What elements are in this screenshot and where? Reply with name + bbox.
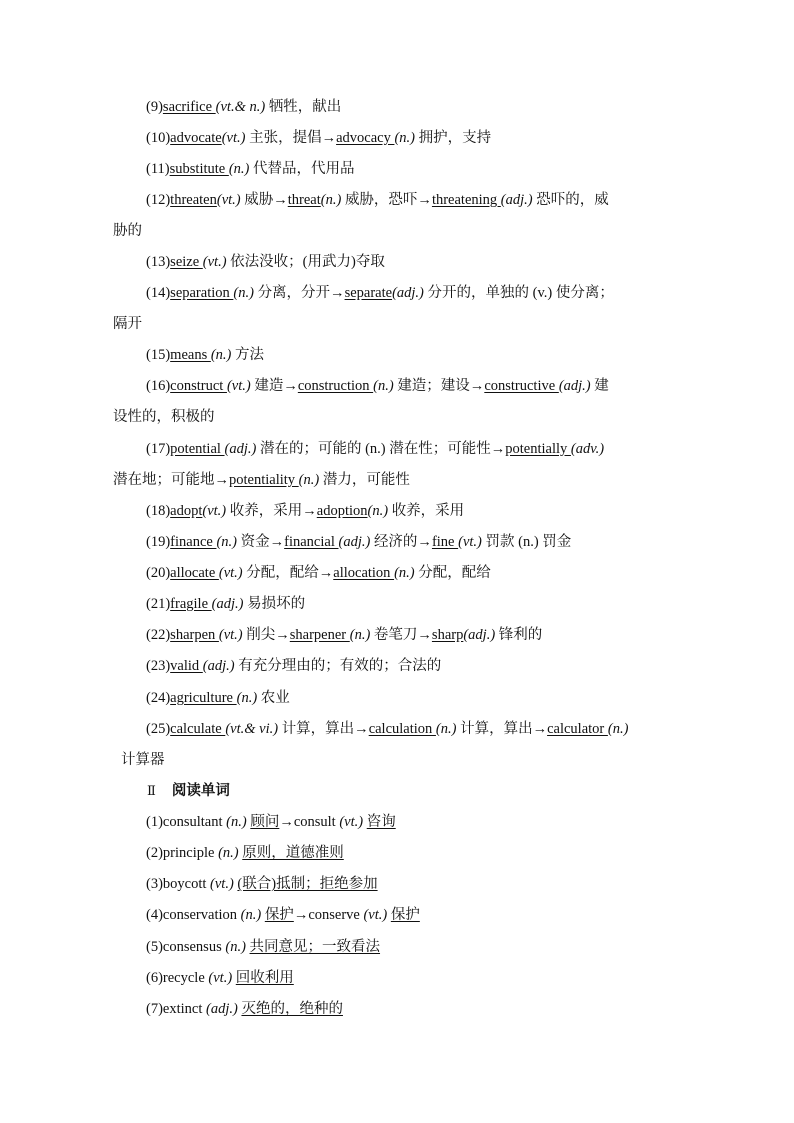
meaning: 削尖→ [246, 627, 290, 643]
section-title: 阅读单词 [171, 783, 230, 799]
vocab-item-25-continuation [121, 750, 165, 770]
vocab-word: construct [170, 378, 227, 394]
vocab-word: means [170, 347, 211, 363]
part-of-speech: (adv.) [570, 441, 605, 457]
derived-word: allocation [333, 565, 395, 581]
vocab-item-19 [146, 532, 571, 552]
part-of-speech: (n.) [228, 161, 254, 177]
part-of-speech: (n.) [298, 472, 323, 488]
meaning: 威胁→ [244, 192, 288, 208]
meaning: 收养，采用→ [229, 503, 317, 519]
reading-item-4 [146, 905, 420, 925]
item-number: (19) [146, 534, 171, 550]
item-number: (10) [146, 130, 171, 146]
item-number: (2) [146, 845, 163, 861]
meaning: 经济的→ [373, 534, 432, 550]
meaning: 易损坏的 [247, 596, 306, 612]
meaning: 依法没收；(用武力)夺取 [230, 254, 385, 270]
meaning: 威胁，恐吓→ [344, 192, 432, 208]
reading-item-7 [146, 999, 343, 1019]
vocab-word: calculate [170, 721, 226, 737]
item-number: (20) [146, 565, 171, 581]
meaning: 收养，采用 [391, 503, 465, 519]
answer: 顾问 [250, 814, 280, 830]
vocab-word: recycle [162, 970, 209, 986]
answer: (联合)抵制；拒绝参加 [237, 876, 378, 892]
item-number: (9) [146, 99, 163, 115]
derived-word: sharpener [289, 627, 350, 643]
part-of-speech: (adj.) [224, 441, 260, 457]
vocab-word: separation [170, 285, 234, 301]
vocab-item-16-continuation [113, 407, 215, 427]
vocab-word: advocate [170, 130, 222, 146]
item-number: (24) [146, 690, 171, 706]
item-number: (16) [146, 378, 171, 394]
vocab-word: sharpen [170, 627, 219, 643]
meaning: 分配，配给→ [246, 565, 334, 581]
item-number: (7) [146, 1001, 163, 1017]
vocab-item-12-continuation [113, 221, 142, 241]
part-of-speech: (n.) [218, 845, 243, 861]
part-of-speech: (vt.) [216, 192, 245, 208]
item-number: (15) [146, 347, 171, 363]
vocab-item-25 [146, 719, 628, 739]
meaning: 潜在地；可能地→ [113, 472, 229, 488]
part-of-speech: (vt.) [339, 814, 367, 830]
part-of-speech: (adj.) [202, 658, 239, 674]
derived-word: calculator [547, 721, 608, 737]
part-of-speech: (vt.& n.) [215, 99, 269, 115]
part-of-speech: (adj.) [206, 1001, 242, 1017]
answer: 共同意见；一致看法 [249, 939, 381, 955]
meaning: 设性的，积极的 [113, 409, 215, 425]
part-of-speech: (n.) [240, 907, 265, 923]
vocab-item-21 [146, 594, 305, 614]
vocab-item-10 [146, 128, 491, 148]
meaning: 计算，算出→ [281, 721, 369, 737]
part-of-speech: (vt.) [210, 876, 238, 892]
derived-word: separate [344, 285, 393, 301]
part-of-speech: (adj.) [463, 627, 499, 643]
meaning: 有充分理由的；有效的；合法的 [238, 658, 442, 674]
part-of-speech: (n.) [607, 721, 629, 737]
vocab-item-14-continuation [113, 314, 142, 334]
derived-word: threat [287, 192, 321, 208]
item-number: (6) [146, 970, 163, 986]
item-number: (12) [146, 192, 171, 208]
meaning: 计算，算出→ [460, 721, 548, 737]
part-of-speech: (n.) [373, 378, 398, 394]
part-of-speech: (n.) [226, 814, 251, 830]
section-number: Ⅱ [147, 784, 156, 799]
meaning: 代替品，代用品 [253, 161, 355, 177]
part-of-speech: (n.) [394, 130, 419, 146]
part-of-speech: (n.) [210, 347, 236, 363]
vocab-word: valid [170, 658, 203, 674]
vocab-word: seize [170, 254, 203, 270]
derived-word: potentially [505, 441, 571, 457]
part-of-speech: (vt.) [202, 503, 230, 519]
item-number: (5) [146, 939, 163, 955]
item-number: (3) [146, 876, 163, 892]
vocab-word: agriculture [170, 690, 237, 706]
vocab-word: finance [170, 534, 217, 550]
item-number: (22) [146, 627, 171, 643]
section-heading [147, 781, 230, 802]
part-of-speech: (n.) [394, 565, 419, 581]
part-of-speech: (n.) [435, 721, 461, 737]
arrow: → [293, 907, 309, 923]
derived-word: consult [293, 814, 340, 830]
item-number: (14) [146, 285, 171, 301]
part-of-speech: (n.) [233, 285, 258, 301]
derived-word: fine [431, 534, 459, 550]
meaning: 建 [594, 378, 609, 394]
vocab-item-14 [146, 283, 614, 303]
part-of-speech: (vt.) [363, 907, 391, 923]
vocab-word: consultant [162, 814, 227, 830]
vocab-word: conservation [162, 907, 241, 923]
part-of-speech: (adj.) [392, 285, 428, 301]
item-number: (18) [146, 503, 171, 519]
part-of-speech: (n.) [320, 192, 345, 208]
vocab-item-17 [146, 439, 604, 459]
reading-item-1 [146, 812, 396, 832]
part-of-speech: (vt.) [458, 534, 486, 550]
answer: 咨询 [366, 814, 396, 830]
vocab-item-20 [146, 563, 491, 583]
reading-item-5 [146, 937, 380, 957]
meaning: 拥护，支持 [418, 130, 492, 146]
meaning: 分开的，单独的 (v.) 使分离； [427, 285, 614, 301]
answer: 保护 [264, 907, 294, 923]
reading-item-2 [146, 843, 344, 863]
vocab-item-22 [146, 625, 542, 645]
meaning: 计算器 [121, 752, 165, 768]
meaning: 牺牲，献出 [268, 99, 342, 115]
part-of-speech: (vt.) [208, 970, 236, 986]
derived-word: adoption [316, 503, 368, 519]
item-number: (17) [146, 441, 171, 457]
vocab-item-16 [146, 376, 609, 396]
part-of-speech: (adj.) [211, 596, 248, 612]
item-number: (23) [146, 658, 171, 674]
part-of-speech: (n.) [349, 627, 374, 643]
vocab-word: allocate [170, 565, 219, 581]
part-of-speech: (vt.) [202, 254, 231, 270]
meaning: 锋利的 [498, 627, 543, 643]
vocab-item-11 [146, 159, 355, 179]
meaning: 建造；建设→ [397, 378, 485, 394]
derived-word: conserve [308, 907, 364, 923]
part-of-speech: (vt.) [218, 627, 247, 643]
part-of-speech: (adj.) [558, 378, 595, 394]
vocab-word: principle [162, 845, 219, 861]
meaning: 主张，提倡→ [249, 130, 337, 146]
item-number: (1) [146, 814, 163, 830]
vocab-word: fragile [170, 596, 212, 612]
item-number: (11) [146, 161, 170, 177]
part-of-speech: (vt.) [218, 565, 247, 581]
vocab-word: consensus [162, 939, 226, 955]
meaning: 分配，配给 [418, 565, 491, 581]
item-number: (21) [146, 596, 171, 612]
derived-word: constructive [484, 378, 559, 394]
meaning: 罚款 (n.) 罚金 [485, 534, 572, 550]
vocab-item-23 [146, 656, 441, 676]
part-of-speech: (adj.) [500, 192, 537, 208]
vocab-word: extinct [162, 1001, 207, 1017]
meaning: 建造→ [254, 378, 298, 394]
reading-item-6 [146, 968, 294, 988]
answer: 回收利用 [235, 970, 294, 986]
meaning: 恐吓的，威 [536, 192, 609, 208]
meaning: 潜力，可能性 [322, 472, 410, 488]
derived-word: threatening [431, 192, 501, 208]
meaning: 潜在的；可能的 (n.) 潜在性；可能性→ [259, 441, 506, 457]
meaning: 卷笔刀→ [373, 627, 432, 643]
part-of-speech: (n.) [225, 939, 250, 955]
vocab-item-18 [146, 501, 464, 521]
part-of-speech: (adj.) [338, 534, 374, 550]
derived-word: potentiality [229, 472, 299, 488]
part-of-speech: (n.) [216, 534, 241, 550]
vocab-item-12 [146, 190, 609, 210]
derived-word: calculation [368, 721, 436, 737]
part-of-speech: (n.) [236, 690, 261, 706]
vocab-item-9 [146, 97, 341, 117]
derived-word: construction [297, 378, 374, 394]
arrow: → [279, 814, 294, 830]
meaning: 隔开 [113, 316, 142, 332]
part-of-speech: (vt.& vi.) [225, 721, 282, 737]
vocab-word: sacrifice [162, 99, 216, 115]
vocab-word: potential [170, 441, 225, 457]
meaning: 资金→ [240, 534, 285, 550]
item-number: (4) [146, 907, 163, 923]
answer: 原则，道德准则 [242, 845, 344, 861]
answer: 保护 [390, 907, 420, 923]
vocab-item-13 [146, 252, 385, 272]
item-number: (25) [146, 721, 171, 737]
meaning: 胁的 [113, 223, 142, 239]
vocab-word: threaten [170, 192, 217, 208]
meaning: 分离，分开→ [257, 285, 345, 301]
derived-word: sharp [431, 627, 464, 643]
vocab-item-17-continuation [113, 470, 410, 490]
vocab-item-15 [146, 345, 264, 365]
meaning: 农业 [260, 690, 290, 706]
reading-item-3 [146, 874, 378, 894]
answer: 灭绝的，绝种的 [241, 1001, 343, 1017]
item-number: (13) [146, 254, 171, 270]
vocab-item-24 [146, 688, 290, 708]
part-of-speech: (vt.) [226, 378, 255, 394]
vocab-word: adopt [170, 503, 203, 519]
derived-word: financial [284, 534, 339, 550]
meaning: 方法 [235, 347, 265, 363]
vocab-word: boycott [162, 876, 211, 892]
vocab-word: substitute [169, 161, 229, 177]
derived-word: advocacy [336, 130, 395, 146]
part-of-speech: (n.) [367, 503, 392, 519]
part-of-speech: (vt.) [221, 130, 250, 146]
